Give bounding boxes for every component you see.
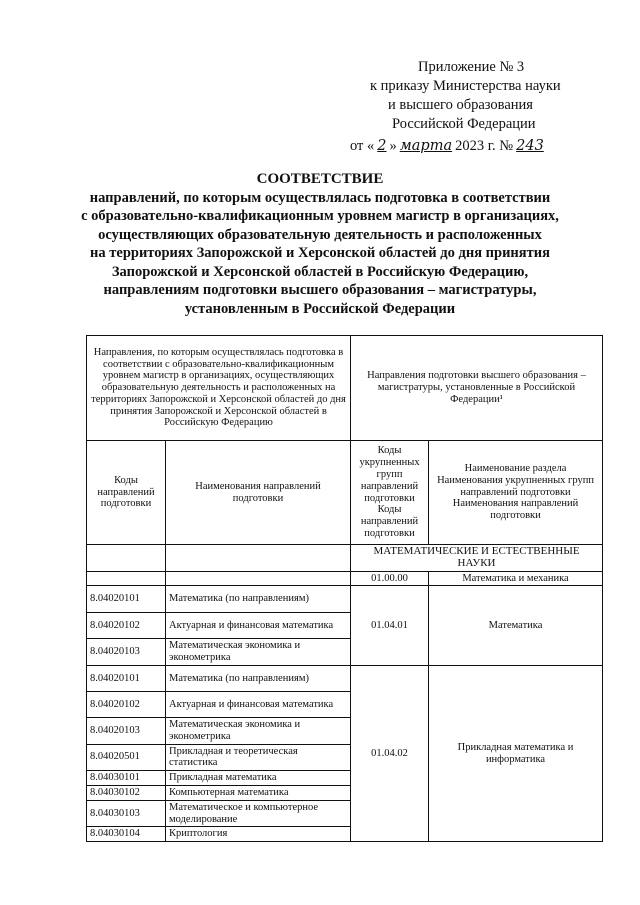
row-name: Математика (по направлениям) (166, 586, 351, 613)
row-name: Криптология (166, 827, 351, 842)
table-row (87, 586, 603, 613)
row-name: Математическое и компьютерное моделирование (166, 800, 351, 827)
row-code: 8.04020101 (87, 586, 166, 613)
country-line: Российской Федерации (392, 116, 536, 132)
ministry-line: и высшего образования (388, 97, 533, 113)
row-code: 8.04030101 (87, 771, 166, 786)
date-prefix: от « (350, 138, 375, 154)
date-day: 2 (377, 138, 387, 154)
col-header-codes: Коды направлений подготовки (87, 441, 166, 545)
group-name: Математика и механика (429, 571, 603, 586)
row-code: 8.04030104 (87, 827, 166, 842)
empty-cell (87, 545, 166, 572)
right-header: Направления подготовки высшего образования – магистратуры, установленные в Российской Федерации¹ (351, 336, 603, 441)
row-name: Прикладная математика (166, 771, 351, 786)
target-code: 01.04.02 (351, 665, 429, 841)
col-header-names: Наименования направлений подготовки (166, 441, 351, 545)
order-date-line (350, 137, 598, 156)
row-name: Математика (по направлениям) (166, 665, 351, 691)
row-code: 8.04020102 (87, 691, 166, 717)
appendix-number: Приложение № 3 (418, 59, 525, 75)
group-code: 01.00.00 (351, 571, 429, 586)
row-name: Компьютерная математика (166, 785, 351, 800)
title-line: направлениям подготовки высшего образования – магистратуры, (103, 282, 537, 298)
document-title (70, 170, 570, 318)
title-line: на территориях Запорожской и Херсонской областей до дня принятия (90, 245, 550, 261)
row-code: 8.04020103 (87, 717, 166, 744)
title-line: с образовательно-квалификационным уровнем магистр в организациях, (81, 208, 559, 224)
order-number: 243 (516, 138, 544, 154)
row-name: Актуарная и финансовая математика (166, 691, 351, 717)
row-name: Математическая экономика и эконометрика (166, 717, 351, 744)
empty-cell (166, 571, 351, 586)
left-header: Направления, по которым осуществлялась подготовка в соответствии с образовательно-квалификационным уровнем магистр в организациях, осуществляющих образовательную деятельность и расположенных на территориях Запорожской и Херсонской областей до дня принятия Запорожской и Херсонской областей в Российскую Федерацию (87, 336, 351, 441)
row-name: Актуарная и финансовая математика (166, 613, 351, 639)
correspondence-table (86, 335, 603, 842)
target-code: 01.04.01 (351, 586, 429, 666)
row-code: 8.04030102 (87, 785, 166, 800)
row-code: 8.04020103 (87, 639, 166, 666)
empty-cell (166, 545, 351, 572)
appendix-header (338, 58, 598, 156)
empty-cell (87, 571, 166, 586)
title-line: осуществляющих образовательную деятельность и расположенных (98, 226, 542, 243)
title-line: направлений, по которым осуществлялась подготовка в соответствии (89, 189, 551, 206)
title-main: СООТВЕТСТВИЕ (256, 171, 384, 187)
title-line: установленным в Российской Федерации (184, 300, 456, 317)
date-month: марта (399, 138, 453, 154)
col-header-group-codes: Коды укрупненных групп направлений подготовки Коды направлений подготовки (351, 441, 429, 545)
title-line: Запорожской и Херсонской областей в Российскую Федерацию, (111, 263, 529, 280)
target-name: Прикладная математика и информатика (429, 665, 603, 841)
row-code: 8.04020501 (87, 744, 166, 771)
order-reference: к приказу Министерства науки (370, 78, 561, 94)
section-heading: МАТЕМАТИЧЕСКИЕ И ЕСТЕСТВЕННЫЕ НАУКИ (351, 545, 603, 572)
date-sep: » (389, 138, 397, 154)
row-name: Математическая экономика и эконометрика (166, 639, 351, 666)
date-year: 2023 г. № (455, 138, 514, 154)
row-name: Прикладная и теоретическая статистика (166, 744, 351, 771)
row-code: 8.04020101 (87, 665, 166, 691)
row-code: 8.04030103 (87, 800, 166, 827)
target-name: Математика (429, 586, 603, 666)
table-row (87, 665, 603, 691)
row-code: 8.04020102 (87, 613, 166, 639)
col-header-group-names: Наименование раздела Наименования укрупненных групп направлений подготовки Наименования направлений подготовки (429, 441, 603, 545)
